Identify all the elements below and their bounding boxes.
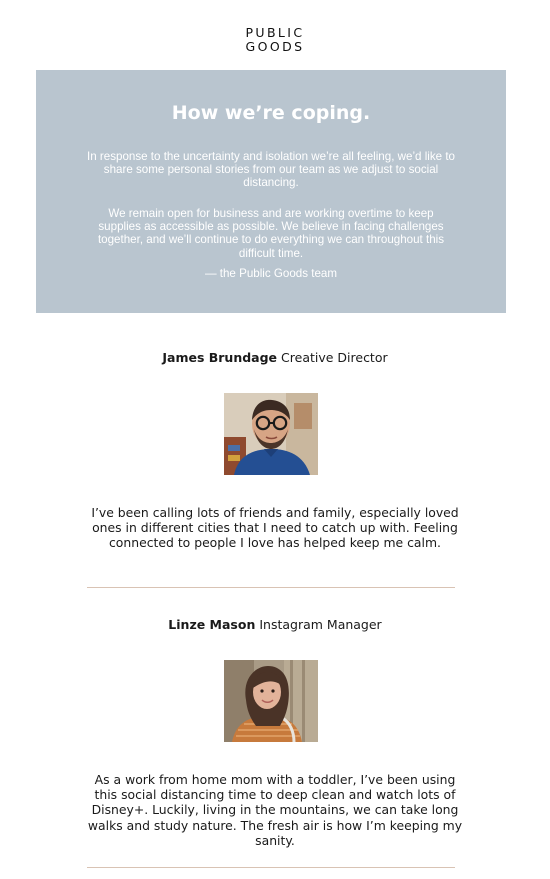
hero-business-paragraph: We remain open for business and are working overtime to keep supplies as accessible as possible. We believe in facing challenges together, and we’ll continue to do everything we can throughout this difficult time.: [97, 207, 445, 260]
person-photo-glasses-icon: [224, 393, 318, 475]
story-author-role: Creative Director: [281, 350, 388, 365]
story-quote: As a work from home mom with a toddler, I’ve been using this social distancing time to deep clean and watch lots of Disney+. Luckily, living in the mountains, we can take long walks and study nature. The fresh air is how I’m keeping my sanity.: [87, 772, 463, 848]
person-photo-icon: [224, 660, 318, 742]
brand-logo[interactable]: [0, 26, 550, 54]
section-divider: [87, 587, 455, 588]
hero-intro-paragraph: In response to the uncertainty and isolation we’re all feeling, we’d like to share some personal stories from our team as we adjust to social distancing.: [87, 150, 455, 190]
story-heading-1: [0, 350, 550, 366]
story-author-name: James Brundage: [162, 350, 278, 365]
story-author-name: Linze Mason: [168, 617, 256, 632]
story-heading-2: [0, 617, 550, 633]
story-author-role: Instagram Manager: [259, 617, 382, 632]
brand-logo-line-1: PUBLIC: [245, 25, 305, 40]
hero-banner: [36, 70, 506, 313]
hero-title: How we’re coping.: [171, 102, 371, 124]
story-quote: I’ve been calling lots of friends and family, especially loved ones in different cities that I need to catch up with. Feeling connected to people I love has helped keep me calm.: [91, 505, 459, 551]
hero-signature: — the Public Goods team: [204, 267, 338, 280]
brand-logo-line-2: GOODS: [245, 39, 305, 54]
section-divider: [87, 867, 455, 868]
